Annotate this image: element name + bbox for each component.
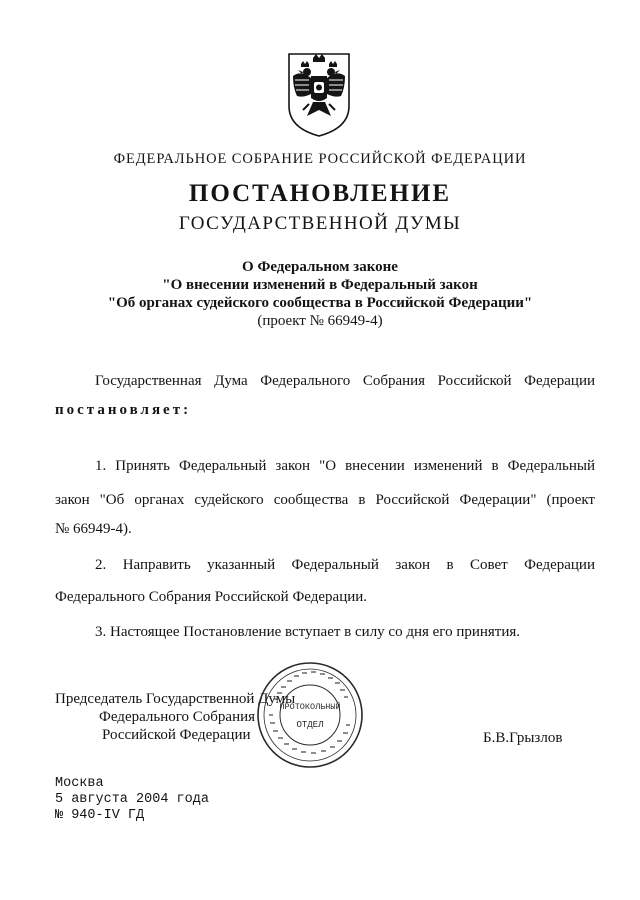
document-subtype: ГОСУДАРСТВЕННОЙ ДУМЫ [178, 213, 462, 234]
item-3: 3. Настоящее Постановление вступает в силу со дня его принятия. [95, 624, 521, 640]
position-line-3: Российской Федерации [102, 727, 251, 743]
item-2-line-1: 2. Направить указанный Федеральный закон в Совет Федерации [95, 557, 595, 573]
stamp-inner-text: ОТДЕЛ [296, 720, 324, 730]
footer-number: № 940-IV ГД [55, 808, 145, 823]
item-1-line-1: 1. Принять Федеральный закон "О внесении изменений в Федеральный [95, 458, 595, 474]
title-line-3: "Об органах судейского сообщества в Российской Федерации" [107, 295, 533, 311]
item-1-line-2: закон "Об органах судейского сообщества в Российской Федерации" (проект [55, 492, 595, 508]
signatory-name: Б.В.Грызлов [483, 730, 563, 746]
document-footer [55, 776, 209, 824]
resolves-word: постановляет: [55, 402, 192, 418]
stamp-center-text: ПРОТОКОЛЬНЫЙ [279, 702, 341, 712]
footer-city: Москва [55, 776, 104, 791]
organization-name: ФЕДЕРАЛЬНОЕ СОБРАНИЕ РОССИЙСКОЙ ФЕДЕРАЦИИ [113, 151, 527, 167]
project-number: (проект № 66949-4) [257, 313, 383, 329]
position-line-2: Федерального Собрания [99, 709, 256, 725]
item-2-line-2: Федерального Собрания Российской Федерации. [55, 589, 368, 605]
preamble: Государственная Дума Федерального Собрания Российской Федерации [95, 373, 595, 389]
title-line-1: О Федеральном законе [242, 259, 398, 275]
double-headed-eagle-icon [283, 48, 355, 140]
item-1-line-3: № 66949-4). [55, 521, 132, 537]
resolution-title [0, 258, 640, 330]
round-seal-icon [254, 659, 366, 771]
footer-date: 5 августа 2004 года [55, 792, 209, 807]
document-type: ПОСТАНОВЛЕНИЕ [188, 180, 452, 207]
title-line-2: "О внесении изменений в Федеральный закон [162, 277, 478, 293]
position-line-1: Председатель Государственной Думы [55, 691, 296, 707]
